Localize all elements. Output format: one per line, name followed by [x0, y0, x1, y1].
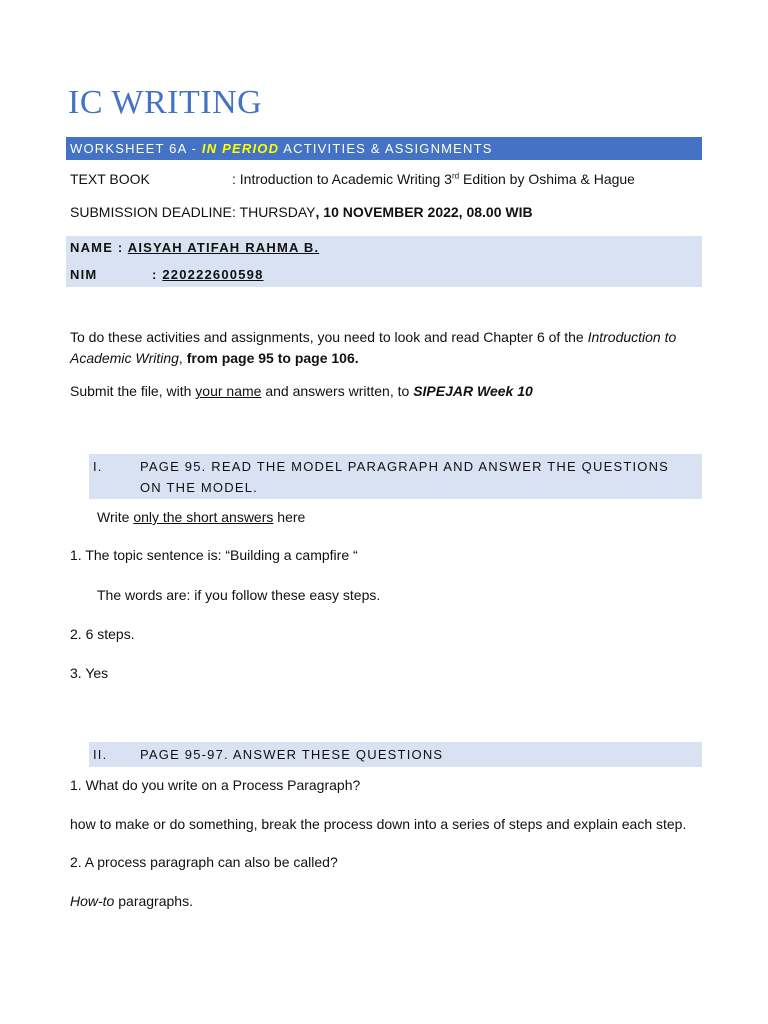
section-2-number: II. — [93, 747, 108, 762]
answer-question-2 — [70, 891, 710, 912]
submit-text-b: and answers written, to — [261, 383, 414, 399]
textbook-value — [232, 171, 635, 187]
name-value: AISYAH ATIFAH RAHMA B. — [127, 240, 320, 255]
section-2-title: PAGE 95-97. ANSWER THESE QUESTIONS — [140, 747, 444, 762]
answer-q2-italic: How-to — [70, 893, 115, 909]
question-2: 2. A process paragraph can also be called? — [70, 854, 338, 870]
name-separator: : — [113, 240, 128, 255]
nim-value: 220222600598 — [162, 267, 264, 282]
section-1-heading — [89, 454, 702, 499]
page-title: IC WRITING — [68, 84, 263, 121]
textbook-value-sup: rd — [451, 171, 460, 181]
worksheet-suffix: ACTIVITIES & ASSIGNMENTS — [279, 141, 493, 156]
worksheet-highlight: IN PERIOD — [201, 141, 280, 156]
instruction-short-answers: only the short answers — [133, 509, 274, 525]
deadline-date: , 10 NOVEMBER 2022, 08.00 WIB — [315, 204, 533, 220]
intro-book-title: Introduction to Academic Writing — [70, 329, 677, 366]
textbook-value-main: : Introduction to Academic Writing 3 — [232, 171, 452, 187]
section-2-heading — [89, 742, 702, 767]
section-1-instruction — [97, 507, 697, 528]
nim-separator: : — [152, 267, 163, 282]
submit-text-a: Submit the file, with — [70, 383, 196, 399]
answer-1-words: The words are: if you follow these easy steps. — [97, 587, 381, 603]
deadline-day: : THURSDAY — [232, 204, 316, 220]
textbook-row — [70, 171, 635, 187]
deadline-label: SUBMISSION DEADLINE — [70, 204, 232, 220]
section-1-number: I. — [93, 459, 103, 474]
intro-text-a: To do these activities and assignments, you need to look and read Chapter 6 of the — [70, 329, 588, 345]
textbook-label: TEXT BOOK — [70, 171, 150, 187]
intro-pages: from page 95 to page 106. — [186, 350, 359, 366]
answer-3: 3. Yes — [70, 665, 109, 681]
instruction-text-a: Write — [97, 509, 134, 525]
textbook-value-rest: Edition by Oshima & Hague — [459, 171, 635, 187]
intro-paragraph — [70, 327, 710, 369]
submit-target: SIPEJAR Week 10 — [413, 383, 533, 399]
intro-text-b: , — [178, 350, 187, 366]
name-label: NAME — [70, 240, 114, 255]
worksheet-prefix: WORKSHEET 6A - — [70, 141, 202, 156]
nim-row — [70, 267, 264, 282]
instruction-text-b: here — [273, 509, 306, 525]
nim-label: NIM — [70, 267, 98, 282]
answer-q2-rest: paragraphs. — [114, 893, 193, 909]
submit-paragraph — [70, 381, 710, 402]
answer-2: 2. 6 steps. — [70, 626, 135, 642]
section-1-title: PAGE 95. READ THE MODEL PARAGRAPH AND ANSWER THE QUESTIONS ON THE MODEL. — [140, 459, 670, 495]
answer-question-1: how to make or do something, break the process down into a series of steps and explain each step. — [70, 816, 687, 832]
question-1: 1. What do you write on a Process Paragraph? — [70, 777, 361, 793]
name-row — [70, 240, 319, 255]
answer-1: 1. The topic sentence is: “Building a campfire “ — [70, 547, 358, 563]
worksheet-banner — [66, 137, 702, 160]
submit-your-name: your name — [195, 383, 262, 399]
deadline-row — [70, 204, 533, 220]
